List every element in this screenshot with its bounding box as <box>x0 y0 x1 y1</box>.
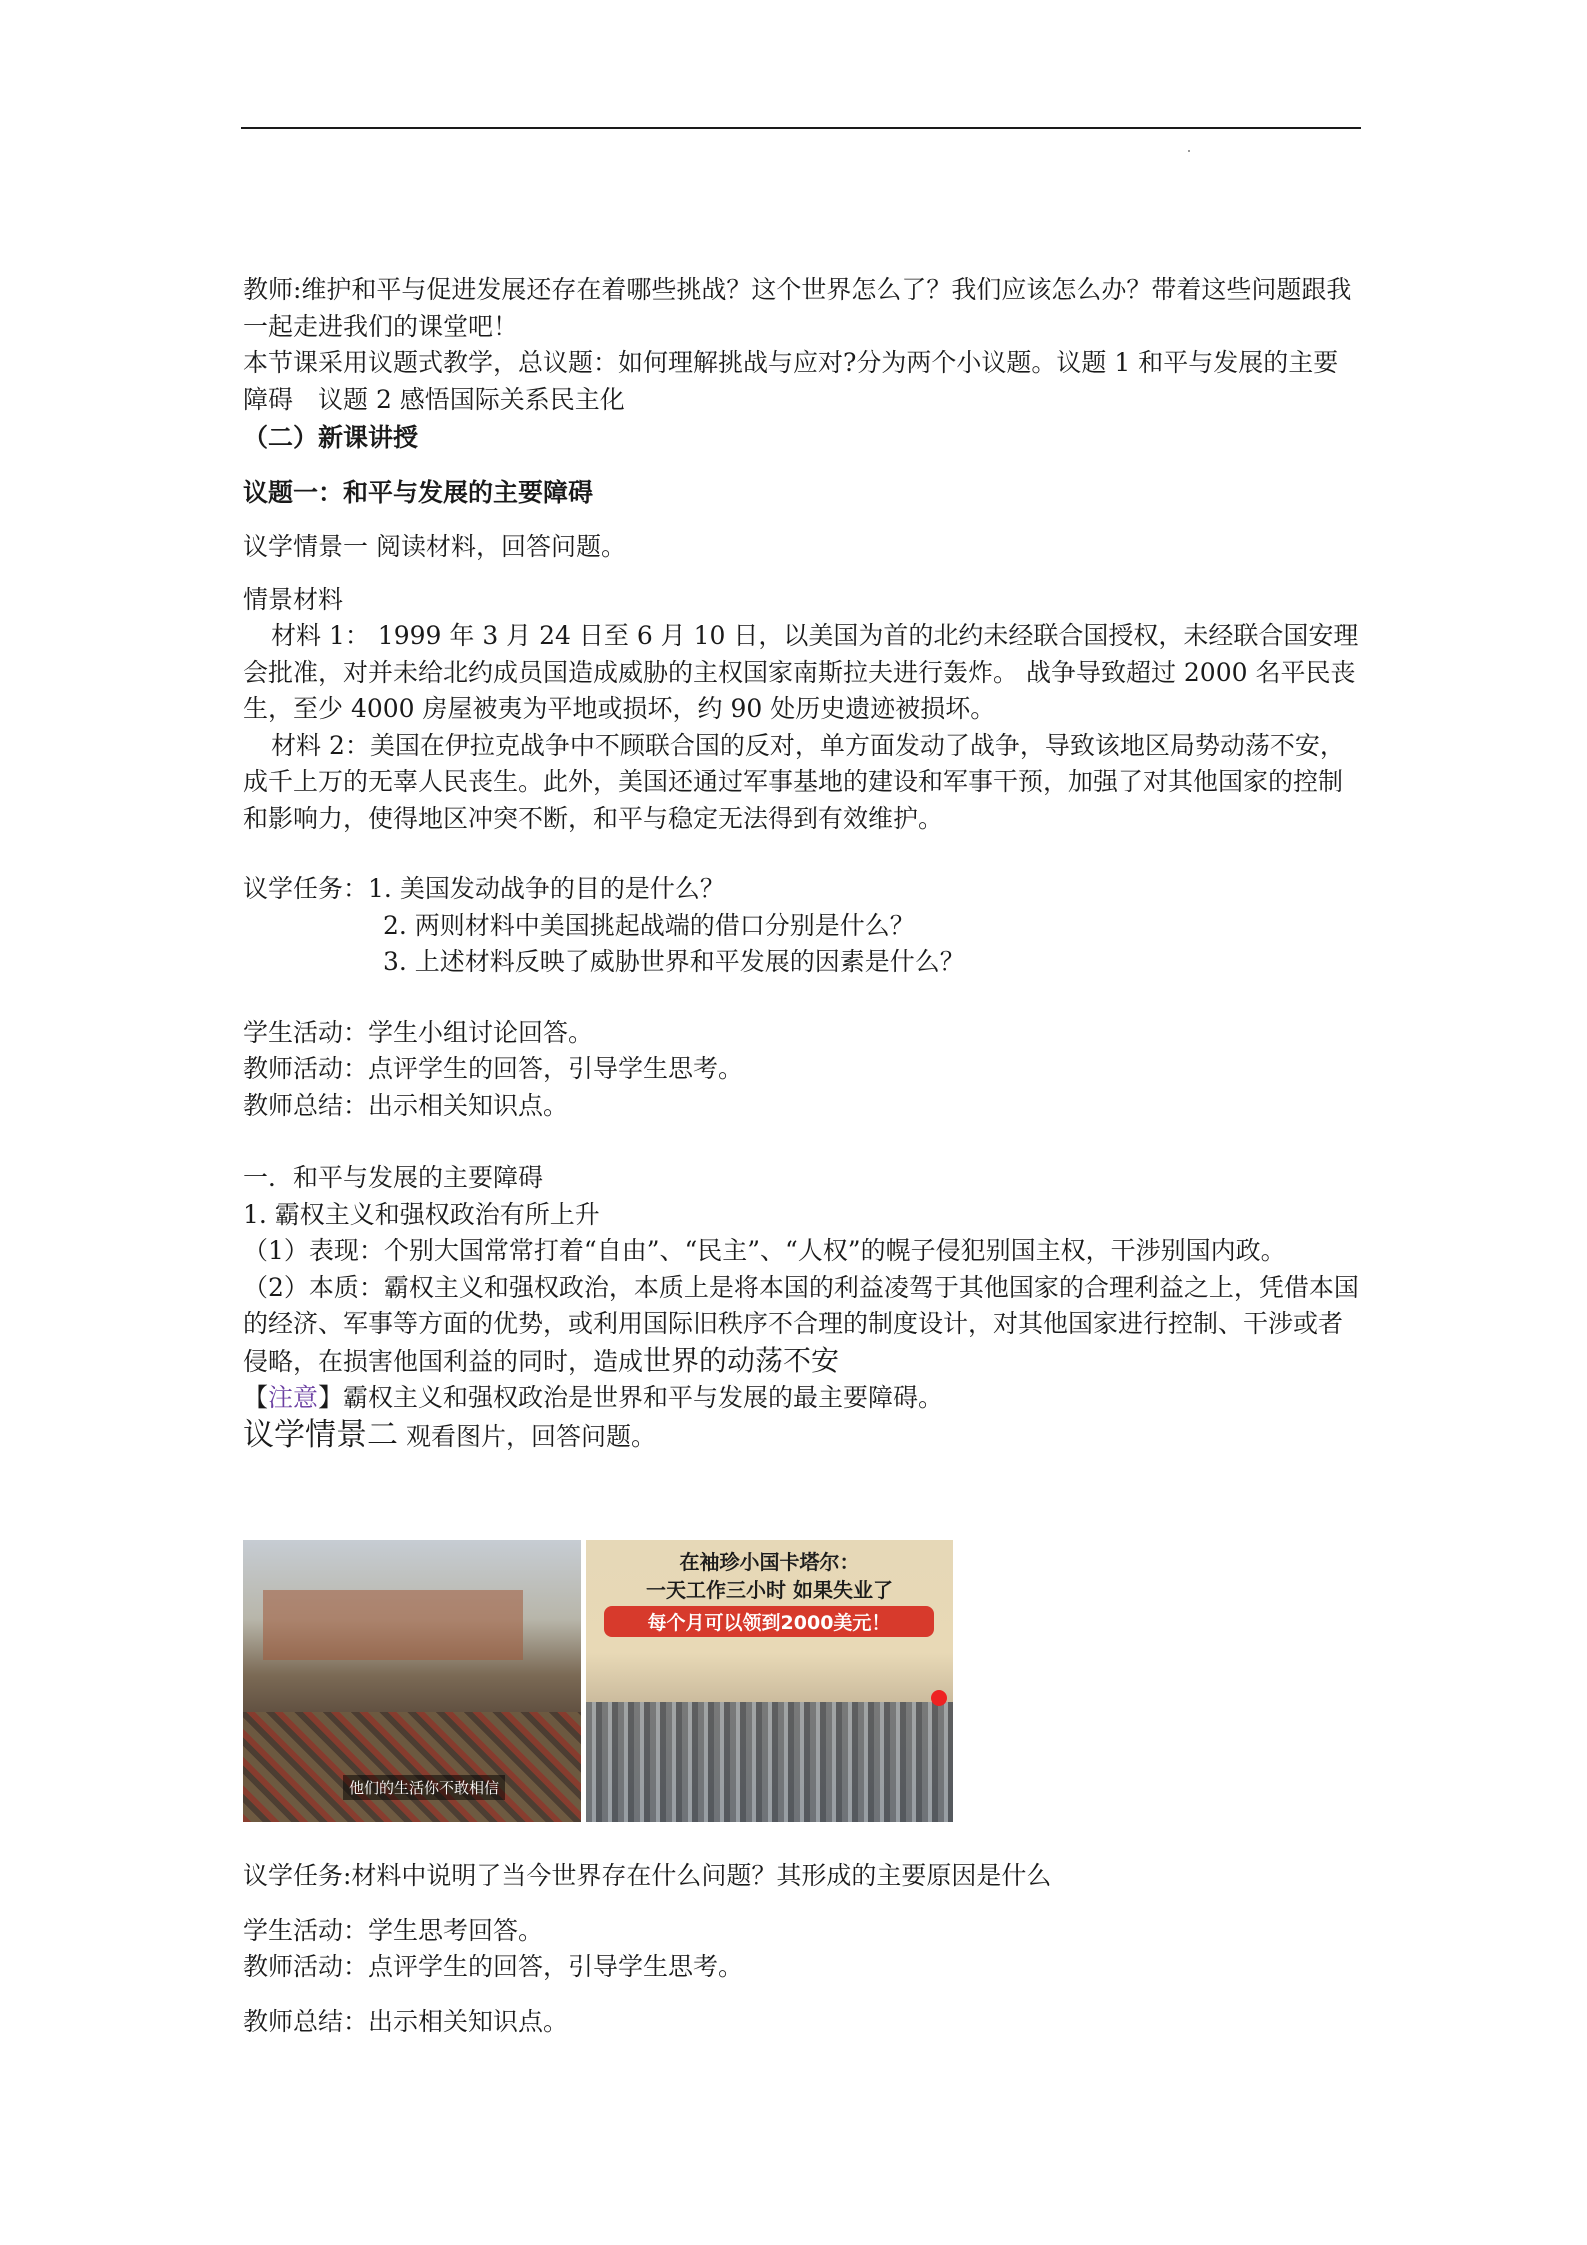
scene1-label: 议学情景一 阅读材料，回答问题。 <box>243 532 626 561</box>
essence-tail: 世界的动荡不安 <box>643 1343 840 1377</box>
document-body-2 <box>243 1858 1361 2040</box>
teacher-prompt: 教师:维护和平与促进发展还存在着哪些挑战？这个世界怎么了？我们应该怎么办？带着这些问题跟我一起走进我们的课堂吧！ <box>243 275 1352 341</box>
slum-caption: 他们的生活你不敢相信 <box>343 1775 505 1800</box>
qatar-headline-2: 一天工作三小时 如果失业了 <box>646 1578 893 1602</box>
note-text: 霸权主义和强权政治是世界和平与发展的最主要障碍。 <box>343 1383 944 1412</box>
teacher-summary-2: 教师总结：出示相关知识点。 <box>243 2006 569 2036</box>
task-item-3: 3. 上述材料反映了威胁世界和平发展的因素是什么？ <box>383 947 965 976</box>
note-label: 【注意】 <box>243 1383 344 1412</box>
material-1: 材料 1： 1999 年 3 月 24 日至 6 月 10 日，以美国为首的北约未经联合国授权，未经联合国安理会批准，对并未给北约成员国造成威胁的主权国家南斯拉夫进行轰炸。 战争导致超过 2000 名平民丧生，至少 4000 房屋被夷为平地或损坏，约 90 处历史遗迹被损坏。 <box>243 621 1359 723</box>
header-dot <box>1188 150 1190 152</box>
topic1-title: 议题一：和平与发展的主要障碍 <box>243 477 594 507</box>
document-body <box>243 272 1361 1455</box>
student-activity-1: 学生活动：学生小组讨论回答。 <box>243 1017 594 1047</box>
scene2-label-big: 议学情景二 <box>243 1416 398 1453</box>
qatar-photo <box>586 1540 953 1822</box>
student-activity-2: 学生活动：学生思考回答。 <box>243 1915 544 1945</box>
slum-photo <box>243 1540 581 1822</box>
teacher-activity-1: 教师活动：点评学生的回答，引导学生思考。 <box>243 1054 744 1083</box>
teacher-activity-2: 教师活动：点评学生的回答，引导学生思考。 <box>243 1952 744 1981</box>
material-2: 材料 2：美国在伊拉克战争中不顾联合国的反对，单方面发动了战争，导致该地区局势动荡不安，成千上万的无辜人民丧生。此外，美国还通过军事基地的建设和军事干预，加强了对其他国家的控制和影响力，使得地区冲突不断，和平与稳定无法得到有效维护。 <box>243 730 1345 833</box>
teaching-method: 本节课采用议题式教学，总议题：如何理解挑战与应对?分为两个小议题。议题 1 和平与发展的主要障碍 议题 2 感悟国际关系民主化 <box>243 348 1339 414</box>
comparison-images <box>243 1540 953 1822</box>
task-item-2: 2. 两则材料中美国挑起战端的借口分别是什么？ <box>383 910 915 940</box>
scene2-label <box>243 1417 1361 1456</box>
scene2-label-rest: 观看图片，回答问题。 <box>398 1421 656 1451</box>
task-label: 议学任务： <box>243 874 369 903</box>
task-block <box>243 871 1361 981</box>
teacher-summary-1: 教师总结：出示相关知识点。 <box>243 1090 569 1120</box>
knowledge-heading: 一．和平与发展的主要障碍 <box>243 1163 544 1192</box>
scene2-task: 议学任务:材料中说明了当今世界存在什么问题？其形成的主要原因是什么 <box>243 1861 1052 1890</box>
essence-main: （2）本质：霸权主义和强权政治，本质上是将本国的利益凌驾于其他国家的合理利益之上，凭借本国的经济、军事等方面的优势，或利用国际旧秩序不合理的制度设计，对其他国家进行控制、干涉或者侵略，在损害他国利益的同时，造成 <box>243 1272 1359 1376</box>
header-rule <box>241 127 1361 129</box>
slum-garbage <box>243 1712 581 1822</box>
note-line <box>243 1380 1361 1417</box>
slum-buildings <box>263 1590 523 1660</box>
knowledge-point-1: 1. 霸权主义和强权政治有所上升 <box>243 1199 600 1229</box>
materials-heading: 情景材料 <box>243 584 344 614</box>
qatar-headline-3: 每个月可以领到2000美元！ <box>604 1606 934 1637</box>
task-line-1 <box>243 871 1361 908</box>
task-item-1: 1. 美国发动战争的目的是什么？ <box>368 874 725 903</box>
red-badge-icon <box>931 1690 947 1706</box>
section-heading: （二）新课讲授 <box>243 423 419 452</box>
city-skyline <box>586 1702 953 1822</box>
qatar-headline-1: 在袖珍小国卡塔尔： <box>679 1550 860 1574</box>
knowledge-essence <box>243 1270 1361 1381</box>
knowledge-manifestation: （1）表现：个别大国常常打着“自由”、“民主”、“人权”的幌子侵犯别国主权，干涉别国内政。 <box>243 1236 1286 1265</box>
note-keyword: 注意 <box>268 1383 319 1412</box>
